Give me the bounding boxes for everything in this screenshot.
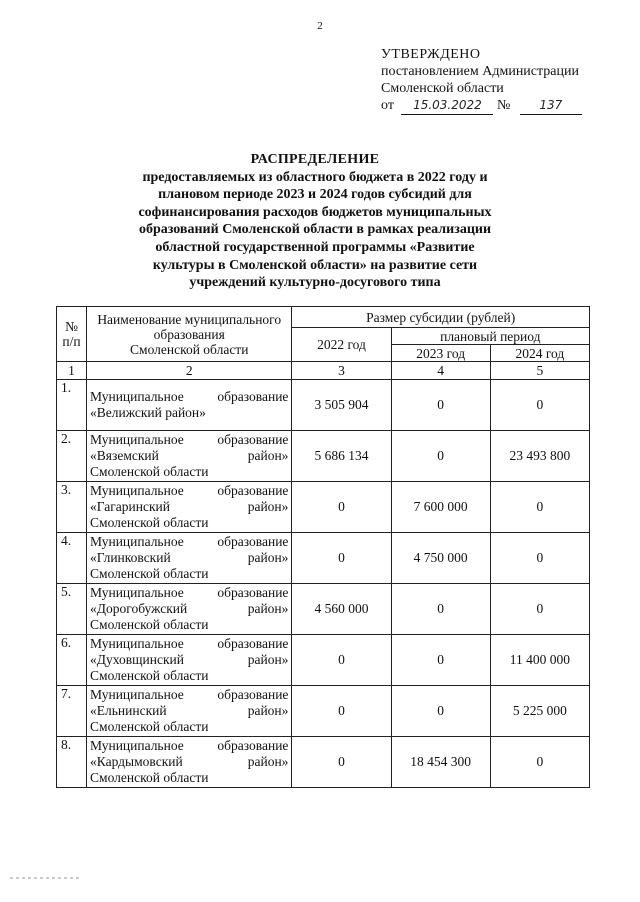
value-2022: 0 <box>292 686 391 737</box>
value-2023: 0 <box>391 635 490 686</box>
approval-heading: УТВЕРЖДЕНО <box>381 47 481 62</box>
table-row <box>57 635 590 686</box>
value-2022: 5 686 134 <box>292 431 391 482</box>
title-line-4: софинансирования расходов бюджетов муниципальных <box>138 204 492 220</box>
header-year-2023: 2023 год <box>391 345 490 362</box>
approval-block <box>381 46 621 115</box>
municipality-name: Муниципальное образование «Глинковский район» Смоленской области <box>87 533 292 584</box>
from-label: от <box>381 98 394 113</box>
value-2023: 18 454 300 <box>391 737 490 788</box>
title-line-5: образований Смоленской области в рамках реализации <box>138 222 492 238</box>
column-number-5: 5 <box>490 362 589 380</box>
value-2022: 0 <box>292 482 391 533</box>
value-2023: 0 <box>391 431 490 482</box>
handwritten-date: 15.03.2022 <box>401 97 493 115</box>
table-row <box>57 380 590 431</box>
value-2024: 5 225 000 <box>490 686 589 737</box>
table-row <box>57 533 590 584</box>
row-number: 1. <box>57 380 87 431</box>
header-year-2024: 2024 год <box>490 345 589 362</box>
row-number: 5. <box>57 584 87 635</box>
title-line-2: предоставляемых из областного бюджета в 2022 году и <box>142 169 488 185</box>
row-number: 2. <box>57 431 87 482</box>
table-row <box>57 737 590 788</box>
value-2024: 0 <box>490 737 589 788</box>
approval-line-2: Смоленской области <box>381 81 504 96</box>
subsidy-table <box>56 306 590 788</box>
row-number: 8. <box>57 737 87 788</box>
table-row <box>57 686 590 737</box>
approval-line-1: постановлением Администрации <box>381 64 579 79</box>
value-2022: 0 <box>292 635 391 686</box>
value-2023: 4 750 000 <box>391 533 490 584</box>
title-line-7: культуры в Смоленской области» на развитие сети <box>152 257 478 273</box>
value-2023: 0 <box>391 584 490 635</box>
title-line-6: областной государственной программы «Развитие <box>155 239 475 255</box>
title-line-1: РАСПРЕДЕЛЕНИЕ <box>250 152 380 167</box>
document-title <box>60 151 570 292</box>
title-line-8: учреждений культурно-досугового типа <box>189 275 441 291</box>
header-year-2022: 2022 год <box>292 328 391 362</box>
row-number: 6. <box>57 635 87 686</box>
value-2024: 0 <box>490 584 589 635</box>
header-subsidy-size: Размер субсидии (рублей) <box>292 307 590 328</box>
value-2022: 4 560 000 <box>292 584 391 635</box>
title-line-3: плановом периоде 2023 и 2024 годов субсидий для <box>158 187 472 203</box>
municipality-name: Муниципальное образование «Велижский район» <box>87 380 292 431</box>
value-2024: 0 <box>490 482 589 533</box>
row-number: 3. <box>57 482 87 533</box>
approval-date-line <box>381 97 621 115</box>
municipality-name: Муниципальное образование «Дорогобужский район» Смоленской области <box>87 584 292 635</box>
number-label: № <box>496 98 511 113</box>
column-number-3: 3 <box>292 362 391 380</box>
value-2023: 0 <box>391 686 490 737</box>
value-2024: 23 493 800 <box>490 431 589 482</box>
column-number-1: 1 <box>57 362 87 380</box>
table-row <box>57 584 590 635</box>
value-2022: 0 <box>292 533 391 584</box>
value-2022: 0 <box>292 737 391 788</box>
row-number: 4. <box>57 533 87 584</box>
page-number: 2 <box>317 20 323 32</box>
value-2024: 11 400 000 <box>490 635 589 686</box>
table-row <box>57 431 590 482</box>
municipality-name: Муниципальное образование «Гагаринский район» Смоленской области <box>87 482 292 533</box>
value-2024: 0 <box>490 380 589 431</box>
municipality-name: Муниципальное образование «Духовщинский район» Смоленской области <box>87 635 292 686</box>
scan-artifact <box>10 877 80 879</box>
municipality-name: Муниципальное образование «Кардымовский район» Смоленской области <box>87 737 292 788</box>
column-number-2: 2 <box>87 362 292 380</box>
header-planned-period: плановый период <box>391 328 589 345</box>
table-row <box>57 482 590 533</box>
column-numbers-row <box>57 362 590 380</box>
header-number: № п/п <box>57 307 87 362</box>
value-2024: 0 <box>490 533 589 584</box>
handwritten-number: 137 <box>520 97 582 115</box>
column-number-4: 4 <box>391 362 490 380</box>
municipality-name: Муниципальное образование «Ельнинский район» Смоленской области <box>87 686 292 737</box>
value-2023: 0 <box>391 380 490 431</box>
header-name: Наименование муниципального образования Смоленской области <box>87 307 292 362</box>
value-2022: 3 505 904 <box>292 380 391 431</box>
municipality-name: Муниципальное образование «Вяземский район» Смоленской области <box>87 431 292 482</box>
row-number: 7. <box>57 686 87 737</box>
value-2023: 7 600 000 <box>391 482 490 533</box>
header-row-1 <box>57 307 590 328</box>
